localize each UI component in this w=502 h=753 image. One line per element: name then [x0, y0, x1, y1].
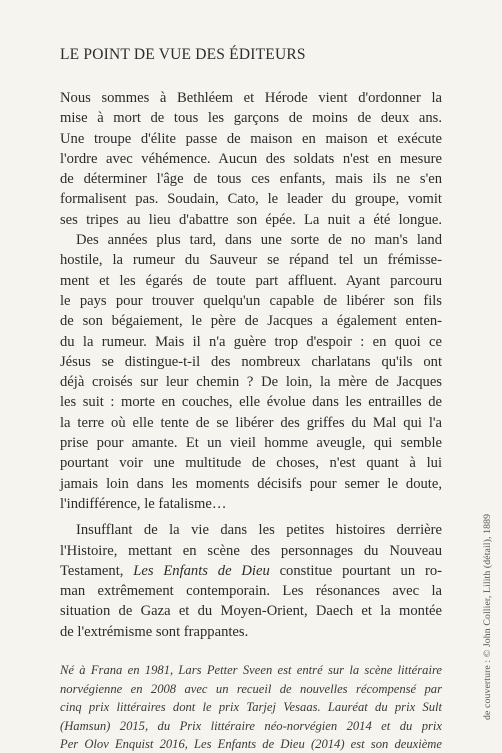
paragraph-3 [60, 520, 442, 642]
synopsis-text [60, 88, 442, 642]
text-segment: Testament, [60, 562, 134, 579]
text-segment: l'Histoire, mettant en scène des personnages du Nouveau [60, 542, 442, 559]
paragraph-1 [60, 88, 442, 230]
cover-credit: de couverture : © John Collier, Lilith (détail), 1889 [482, 513, 493, 720]
text-line: la terre où elle tente de se libérer des griffes du Mal qui l'a [60, 414, 442, 431]
text-line: de son bégaiement, le père de Jacques a également enten- [60, 313, 442, 330]
text-line: l'ordre avec véhémence. Aucun des soldats n'est en mesure [60, 150, 442, 167]
text-line: ses tripes au lieu d'abattre son épée. La nuit a été longue. [60, 211, 442, 228]
text-line: le pays pour trouver quelqu'un capable de libérer son fils [60, 292, 442, 309]
text-line: ment et les égarés de toute part affluent. Ayant parcouru [60, 272, 442, 289]
text-segment: man extrêmement contemporain. Les résonances avec la [60, 583, 442, 600]
text-line: hostile, la rumeur du Sauveur se répand tel un frémisse- [60, 252, 442, 269]
text-line: Nous sommes à Bethléem et Hérode vient d'ordonner la [60, 90, 442, 106]
text-line [60, 622, 442, 642]
text-segment: de l'extrémisme sont frappantes. [60, 623, 249, 640]
text-line [60, 541, 442, 561]
book-title-italic: Les Enfants de Dieu [133, 562, 270, 579]
text-line: Jésus se distingue-t-il des nombreux charlatans qu'ils ont [60, 353, 442, 370]
text-line: les suit : morte en couches, elle évolue dans les entrailles de [60, 394, 442, 411]
author-bio [60, 661, 442, 753]
text-line: Une troupe d'élite passe de maison en maison et exécute [60, 130, 442, 147]
text-segment: constitue pourtant un ro- [269, 562, 442, 579]
text-line: jamais loin dans les moments décisifs pour semer le doute, [60, 475, 442, 492]
paragraph-2 [60, 230, 442, 514]
text-line: pourtant voir une multitude de choses, n'est quant à lui [60, 455, 442, 472]
section-heading: LE POINT DE VUE DES ÉDITEURS [60, 46, 306, 63]
text-line: de déterminer l'âge de tous ces enfants, mais ils ne s'en [60, 171, 442, 188]
text-line: formalisent pas. Soudain, Cato, le leader du groupe, vomit [60, 191, 442, 208]
text-line [60, 601, 442, 621]
text-line: prise pour amante. Et un vieil homme aveugle, qui semble [60, 435, 442, 452]
text-line [60, 561, 442, 581]
text-line: déjà croisés sur leur chemin ? De loin, la mère de Jacques [60, 374, 442, 391]
text-segment: Insufflant de la vie dans les petites histoires derrière [76, 522, 442, 539]
bio-line: (Hamsun) 2015, du Prix littéraire néo-norvégien 2014 et du prix [60, 718, 442, 733]
text-line: du la rumeur. Mais il n'a guère trop d'espoir : en quoi ce [60, 333, 442, 350]
text-line: Des années plus tard, dans une sorte de no man's land [76, 232, 442, 249]
text-line: mise à mort de tous les garçons de moins de deux ans. [60, 110, 442, 127]
bio-line: Per Olov Enquist 2016, Les Enfants de Dieu (2014) est son deuxième [60, 737, 442, 752]
bio-line: norvégienne en 2008 avec un recueil de nouvelles récompensé par [60, 681, 442, 696]
text-line [60, 581, 442, 601]
text-segment: situation de Gaza et du Moyen-Orient, Daech et la montée [60, 603, 442, 620]
text-line: l'indifférence, le fatalisme… [60, 495, 227, 512]
text-line [60, 520, 442, 540]
bio-line: Né à Frana en 1981, Lars Petter Sveen est entré sur la scène littéraire [60, 663, 442, 677]
bio-line: cinq prix littéraires dont le prix Tarjej Vesaas. Lauréat du prix Sult [60, 700, 442, 715]
